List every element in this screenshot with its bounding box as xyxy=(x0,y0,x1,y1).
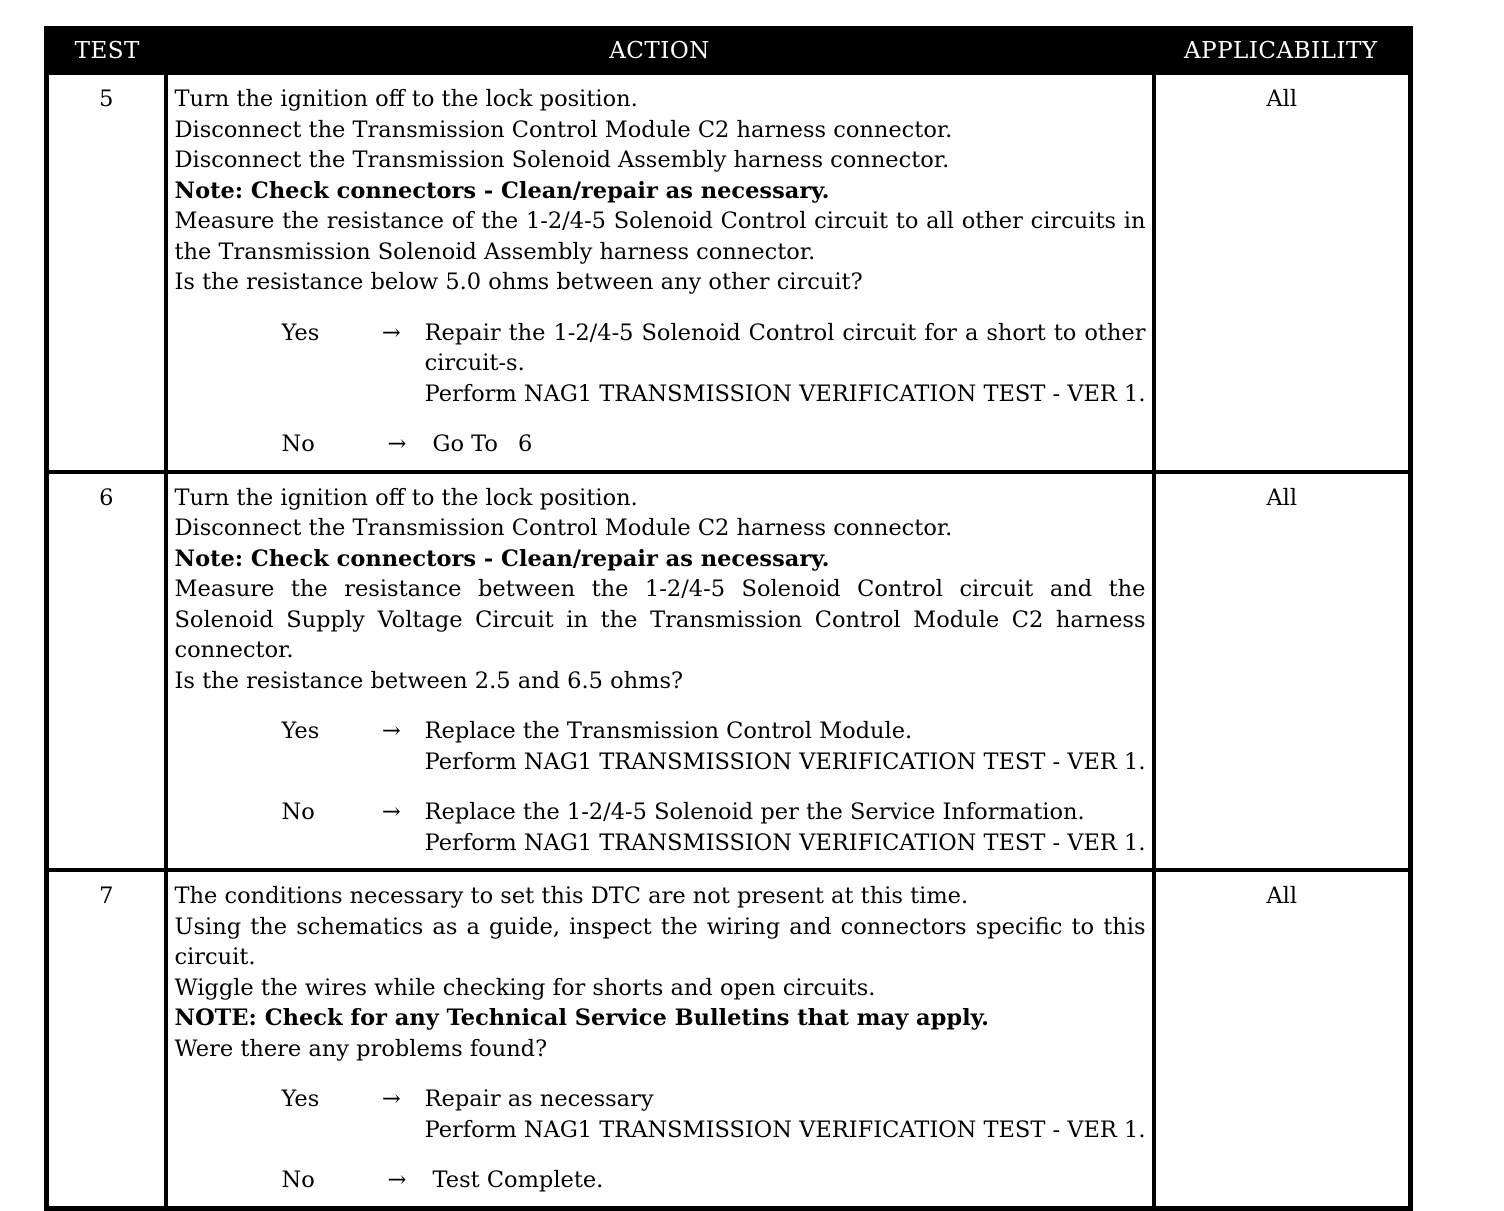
table-row xyxy=(47,472,1411,871)
action-cell xyxy=(166,472,1154,871)
action-step: Measure the resistance between the 1-2/4-5 Solenoid Control circuit and the Solenoid Supply Voltage Circuit in the Transmission Control Module C2 harness connector. xyxy=(174,576,1146,663)
no-result xyxy=(433,429,1146,460)
action-cell xyxy=(166,870,1154,1208)
no-label: No xyxy=(281,1167,315,1193)
yes-label: Yes xyxy=(281,319,320,346)
action-question: Is the resistance below 5.0 ohms between any other circuit? xyxy=(174,269,863,295)
no-result: Perform NAG1 TRANSMISSION VERIFICATION TEST - VER 1. xyxy=(424,829,1146,856)
action-step: Using the schematics as a guide, inspect the wiring and connectors specific to this circuit. xyxy=(174,913,1146,970)
yes-answer xyxy=(175,318,1146,410)
action-cell xyxy=(166,73,1154,472)
action-step: Disconnect the Transmission Solenoid Assembly harness connector. xyxy=(174,147,950,173)
yes-answer xyxy=(175,716,1146,777)
goto-text: Go To xyxy=(432,431,498,457)
action-note: Note: Check connectors - Clean/repair as necessary. xyxy=(174,177,830,204)
yes-result: Perform NAG1 TRANSMISSION VERIFICATION TEST - VER 1. xyxy=(424,380,1146,407)
action-step: Disconnect the Transmission Control Module C2 harness connector. xyxy=(174,515,953,541)
diagnostic-sheet xyxy=(44,26,1408,1211)
action-question: Were there any problems found? xyxy=(174,1035,548,1062)
applicability-cell: All xyxy=(1154,472,1411,871)
yes-result: Perform NAG1 TRANSMISSION VERIFICATION TEST - VER 1. xyxy=(424,1116,1146,1143)
arrow-icon: → xyxy=(381,799,401,825)
action-step: Disconnect the Transmission Control Module C2 harness connector. xyxy=(174,116,953,143)
header-applicability: APPLICABILITY xyxy=(1154,29,1411,74)
yes-result: Repair as necessary xyxy=(424,1086,654,1112)
header-test: TEST xyxy=(47,29,166,74)
arrow-icon: → xyxy=(381,718,401,744)
no-answer xyxy=(175,1165,1146,1196)
no-label: No xyxy=(281,799,315,825)
yes-result: Perform NAG1 TRANSMISSION VERIFICATION TEST - VER 1. xyxy=(424,748,1146,775)
yes-label: Yes xyxy=(281,1086,320,1112)
action-question: Is the resistance between 2.5 and 6.5 ohms? xyxy=(174,667,684,694)
action-step: Measure the resistance of the 1-2/4-5 Solenoid Control circuit to all other circuits in the Transmission Solenoid Assembly harness connector. xyxy=(174,208,1146,265)
arrow-icon: → xyxy=(381,1086,401,1112)
action-note: Note: Check connectors - Clean/repair as necessary. xyxy=(174,545,830,572)
yes-answer xyxy=(175,1084,1146,1145)
test-number: 7 xyxy=(47,870,166,1208)
applicability-cell: All xyxy=(1154,870,1411,1208)
arrow-icon: → xyxy=(387,1167,407,1193)
goto-test-link[interactable]: 6 xyxy=(517,431,533,457)
action-step: The conditions necessary to set this DTC are not present at this time. xyxy=(174,883,969,909)
no-result: Test Complete. xyxy=(432,1167,604,1193)
no-result: Replace the 1-2/4-5 Solenoid per the Service Information. xyxy=(424,799,1085,825)
action-step: Turn the ignition off to the lock position. xyxy=(174,484,638,511)
no-answer xyxy=(175,797,1146,858)
table-header-row xyxy=(47,29,1411,74)
header-action: ACTION xyxy=(166,29,1154,74)
yes-result: Repair the 1-2/4-5 Solenoid Control circuit for a short to other circuit-s. xyxy=(424,319,1146,376)
table-row xyxy=(47,870,1411,1208)
diagnostic-table xyxy=(44,26,1413,1211)
no-answer xyxy=(175,429,1146,460)
yes-result: Replace the Transmission Control Module. xyxy=(424,718,913,744)
table-row xyxy=(47,73,1411,472)
no-label: No xyxy=(281,431,315,457)
yes-label: Yes xyxy=(281,718,320,744)
arrow-icon: → xyxy=(381,319,401,346)
test-number: 6 xyxy=(47,472,166,871)
action-note: NOTE: Check for any Technical Service Bulletins that may apply. xyxy=(174,1005,989,1031)
action-step: Turn the ignition off to the lock position. xyxy=(174,86,638,112)
test-number: 5 xyxy=(47,73,166,472)
action-step: Wiggle the wires while checking for shorts and open circuits. xyxy=(174,974,876,1001)
applicability-cell: All xyxy=(1154,73,1411,472)
arrow-icon: → xyxy=(387,431,407,457)
